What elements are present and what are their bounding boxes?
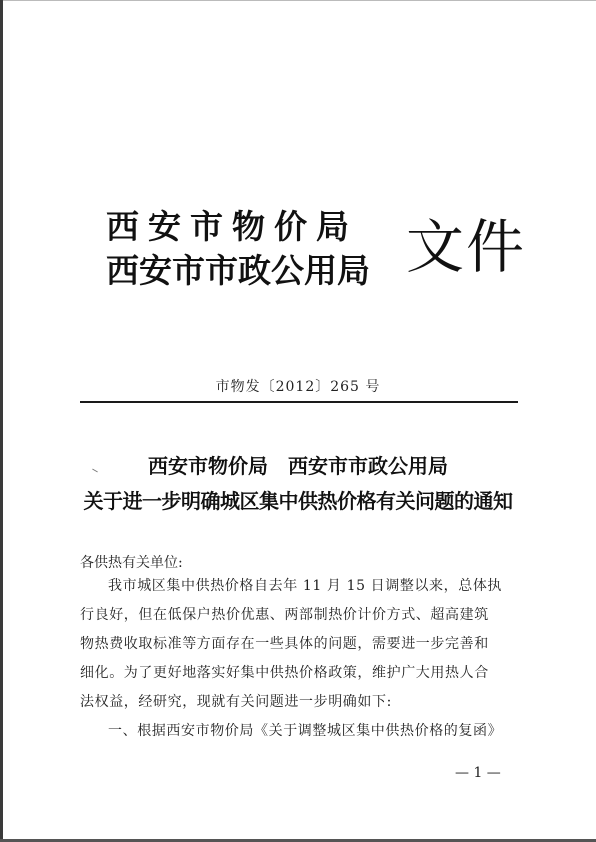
document-number: 市物发〔2012〕265 号: [215, 379, 381, 395]
body-line: 物热费收取标准等方面存在一些具体的问题，需要进一步完善和: [80, 636, 489, 652]
page-number: — 1 —: [455, 765, 501, 781]
header-divider: [80, 401, 518, 403]
body-text: [80, 572, 522, 746]
body-line: 一、根据西安市物价局《关于调整城区集中供热价格的复函》: [108, 723, 503, 739]
title-line-issuers: 西安市物价局 西安市市政公用局: [148, 454, 448, 478]
body-line: 我市城区集中供热价格自去年 11 月 15 日调整以来，总体执: [108, 578, 503, 594]
title-line-subject: 关于进一步明确城区集中供热价格有关问题的通知: [83, 489, 513, 513]
issuer-line-municipal-bureau: 西安市市政公用局: [106, 251, 370, 290]
body-line: 行良好，但在低保户热价优惠、两部制热价计价方式、超高建筑: [80, 607, 489, 623]
body-line: 细化。为了更好地落实好集中供热价格政策，维护广大用热人合: [80, 665, 489, 681]
issuer-block: [106, 205, 406, 293]
scan-edge-top: [0, 0, 596, 1]
body-line: 法权益，经研究，现就有关问题进一步明确如下:: [80, 694, 392, 710]
scan-edge-left: [0, 0, 3, 842]
document-word: 文件: [406, 213, 527, 281]
addressee: 各供热有关单位:: [80, 555, 183, 571]
issuer-line-price-bureau: 西安市物价局: [106, 207, 358, 246]
